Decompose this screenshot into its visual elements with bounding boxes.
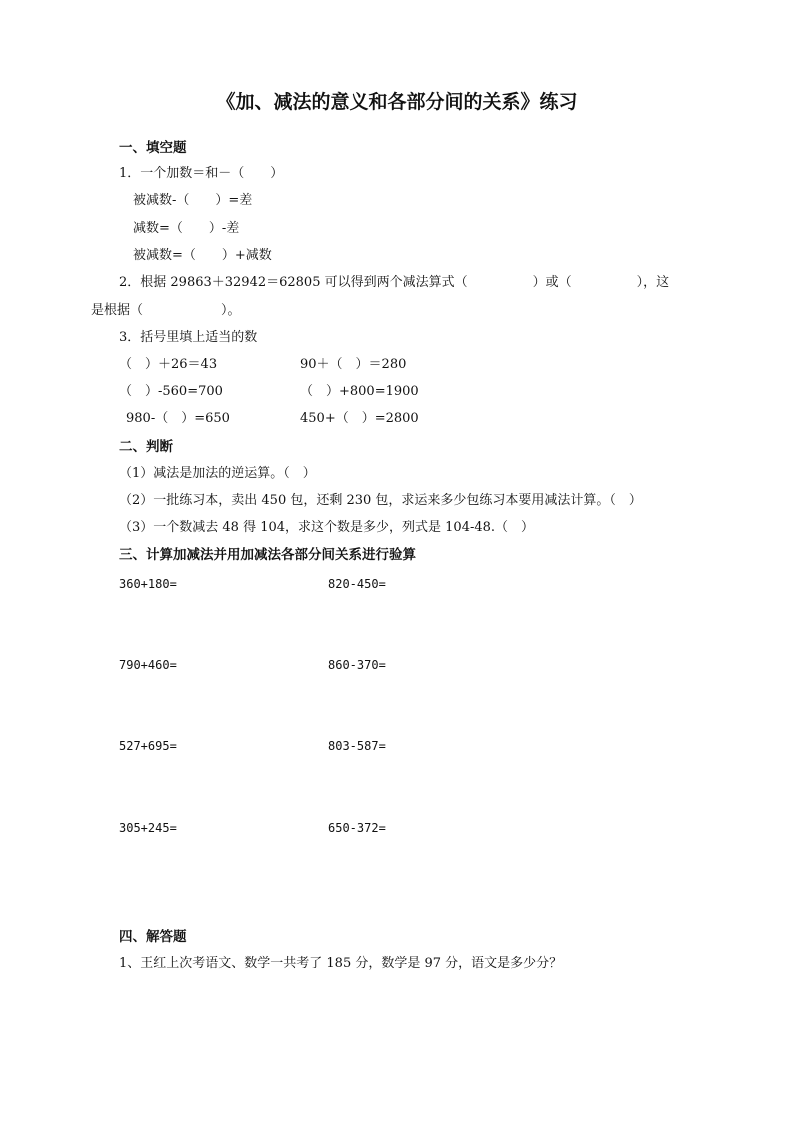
calc-item: 803-587= bbox=[328, 739, 386, 753]
judge-item-2: （2）一批练习本，卖出 450 包，还剩 230 包，求运来多少包练习本要用减法计算。（ ） bbox=[119, 493, 642, 508]
question-1-3: 3．括号里填上适当的数 bbox=[119, 330, 258, 345]
question-1-1-line-a: 被减数-（ ）=差 bbox=[133, 193, 253, 208]
judge-item-1: （1）减法是加法的逆运算。（ ） bbox=[119, 466, 316, 481]
calc-item: 305+245= bbox=[119, 821, 177, 835]
calc-item: 860-370= bbox=[328, 658, 386, 672]
calc-item: 790+460= bbox=[119, 658, 177, 672]
fill-item: 90＋（ ）＝280 bbox=[300, 357, 407, 372]
question-1-2-line-1: 2．根据 29863＋32942＝62805 可以得到两个减法算式（ ）或（ ），这 bbox=[119, 275, 670, 290]
section-1-heading: 一、填空题 bbox=[119, 140, 187, 156]
calc-item: 820-450= bbox=[328, 577, 386, 591]
word-problem-1: 1、王红上次考语文、数学一共考了 185 分，数学是 97 分，语文是多少分？ bbox=[119, 956, 563, 971]
fill-item: （ ）＋26＝43 bbox=[119, 357, 218, 372]
calc-item: 650-372= bbox=[328, 821, 386, 835]
question-1-1-line-b: 减数=（ ）-差 bbox=[133, 221, 240, 236]
section-2-heading: 二、判断 bbox=[119, 439, 173, 455]
page-title: 《加、减法的意义和各部分间的关系》练习 bbox=[216, 91, 578, 113]
fill-item: 450+（ ）=2800 bbox=[300, 411, 419, 426]
calc-item: 527+695= bbox=[119, 739, 177, 753]
judge-item-3: （3）一个数减去 48 得 104，求这个数是多少，列式是 104-48.（ ） bbox=[119, 520, 535, 535]
calc-item: 360+180= bbox=[119, 577, 177, 591]
question-1-2-line-2: 是根据（ ）。 bbox=[91, 303, 241, 318]
question-1-1-line-c: 被减数=（ ）+减数 bbox=[133, 248, 272, 263]
fill-item: （ ）-560=700 bbox=[119, 384, 223, 399]
question-1-1: 1．一个加数＝和－（ ） bbox=[119, 166, 284, 181]
section-3-heading: 三、计算加减法并用加减法各部分间关系进行验算 bbox=[119, 547, 416, 563]
section-4-heading: 四、解答题 bbox=[119, 929, 187, 945]
fill-item: （ ）+800=1900 bbox=[300, 384, 419, 399]
fill-item: 980-（ ）=650 bbox=[126, 411, 230, 426]
